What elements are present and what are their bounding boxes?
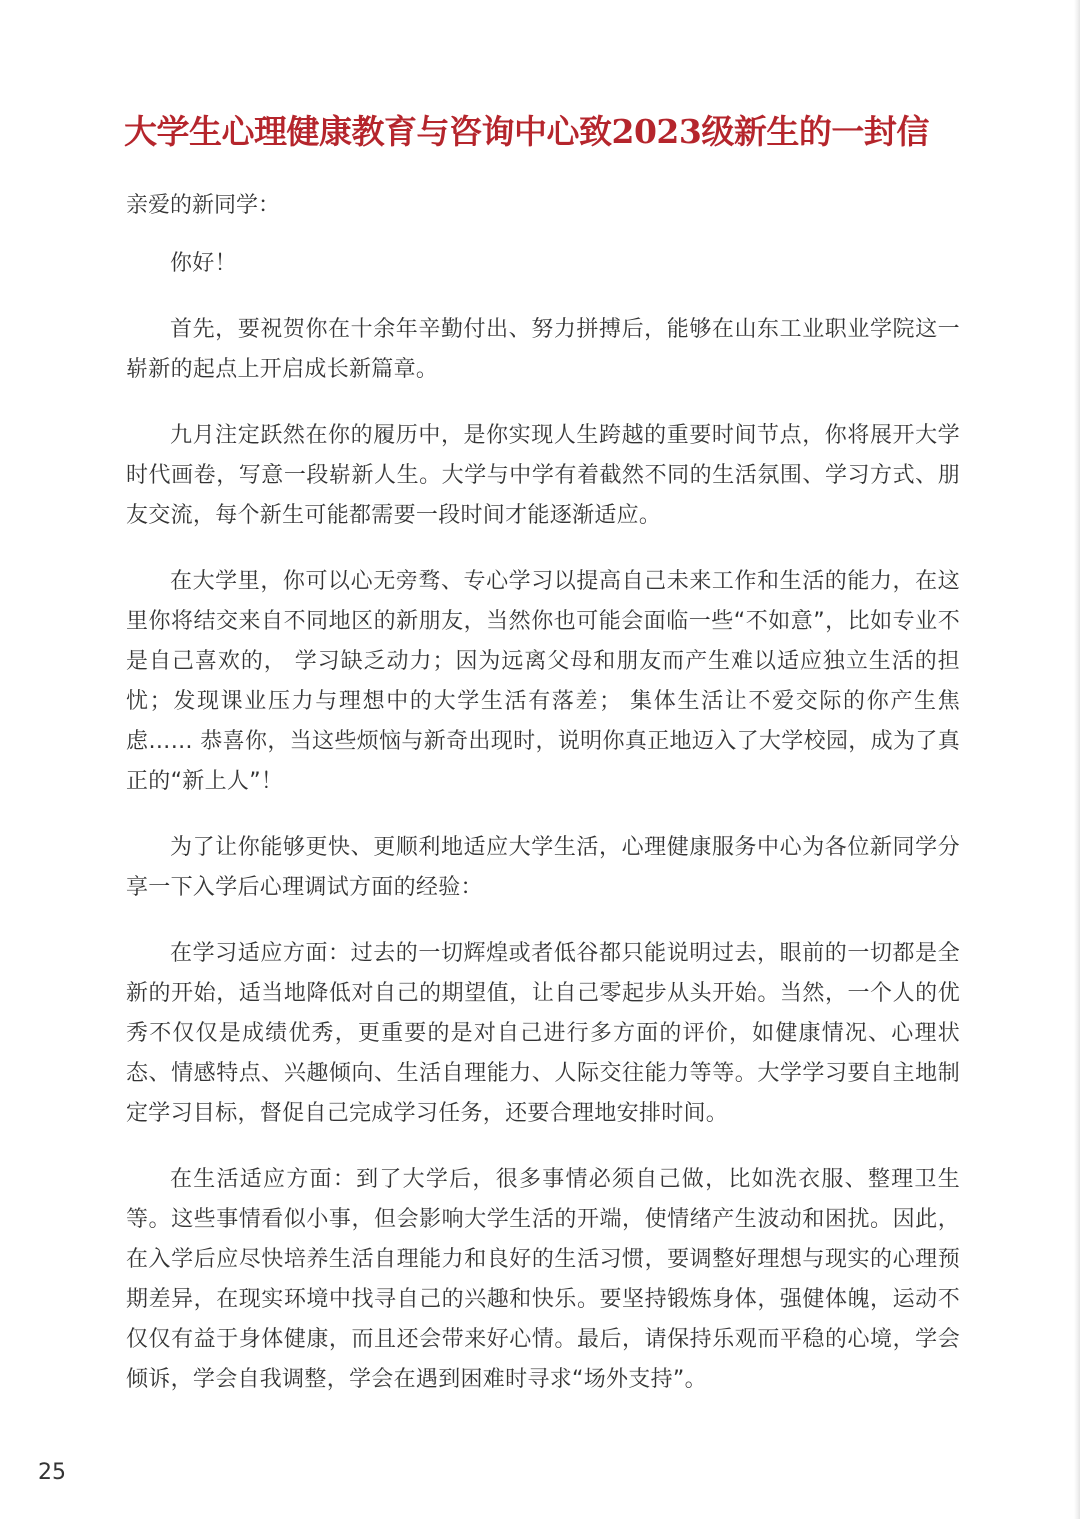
greeting: 你好！ (170, 251, 237, 276)
letter-title: 大学生心理健康教育与咨询中心致2023级新生的一封信 (124, 112, 929, 151)
page-number: 25 (38, 1460, 66, 1485)
page-edge-shadow (1074, 0, 1080, 1519)
letter-body (126, 244, 960, 1426)
paragraph-university-life: 在大学里，你可以心无旁骛、专心学习以提高自己未来工作和生活的能力，在这里你将结交来自不同地区的新朋友，当然你也可能会面临一些“不如意”，比如专业不是自己喜欢的， 学习缺乏动力；因为远离父母和朋友而产生难以适应独立生活的担忧；发现课业压力与理想中的大学生活有落差； 集体生活让不爱交际的你产生焦虑…… 恭喜你，当这些烦恼与新奇出现时，说明你真正地迈入了大学校园，成为了真正的“新上人”！ (126, 569, 960, 794)
salutation: 亲爱的新同学： (126, 193, 281, 218)
paragraph-september: 九月注定跃然在你的履历中，是你实现人生跨越的重要时间节点，你将展开大学时代画卷，写意一段崭新人生。大学与中学有着截然不同的生活氛围、学习方式、朋友交流，每个新生可能都需要一段时间才能逐渐适应。 (126, 423, 960, 528)
paragraph-congratulations: 首先，要祝贺你在十余年辛勤付出、努力拼搏后，能够在山东工业职业学院这一崭新的起点上开启成长新篇章。 (126, 317, 960, 382)
paragraph-life-adaptation: 在生活适应方面：到了大学后，很多事情必须自己做，比如洗衣服、整理卫生等。这些事情看似小事，但会影响大学生活的开端，使情绪产生波动和困扰。因此，在入学后应尽快培养生活自理能力和良好的生活习惯，要调整好理想与现实的心理预期差异，在现实环境中找寻自己的兴趣和快乐。要坚持锻炼身体，强健体魄，运动不仅仅有益于身体健康，而且还会带来好心情。最后，请保持乐观而平稳的心境，学会倾诉，学会自我调整，学会在遇到困难时寻求“场外支持”。 (126, 1167, 960, 1392)
paragraph-intro-advice: 为了让你能够更快、更顺利地适应大学生活，心理健康服务中心为各位新同学分享一下入学后心理调试方面的经验： (126, 835, 960, 900)
paragraph-study-adaptation: 在学习适应方面：过去的一切辉煌或者低谷都只能说明过去，眼前的一切都是全新的开始，适当地降低对自己的期望值，让自己零起步从头开始。当然，一个人的优秀不仅仅是成绩优秀，更重要的是对自己进行多方面的评价，如健康情况、心理状态、情感特点、兴趣倾向、生活自理能力、人际交往能力等等。大学学习要自主地制定学习目标，督促自己完成学习任务，还要合理地安排时间。 (126, 941, 960, 1126)
